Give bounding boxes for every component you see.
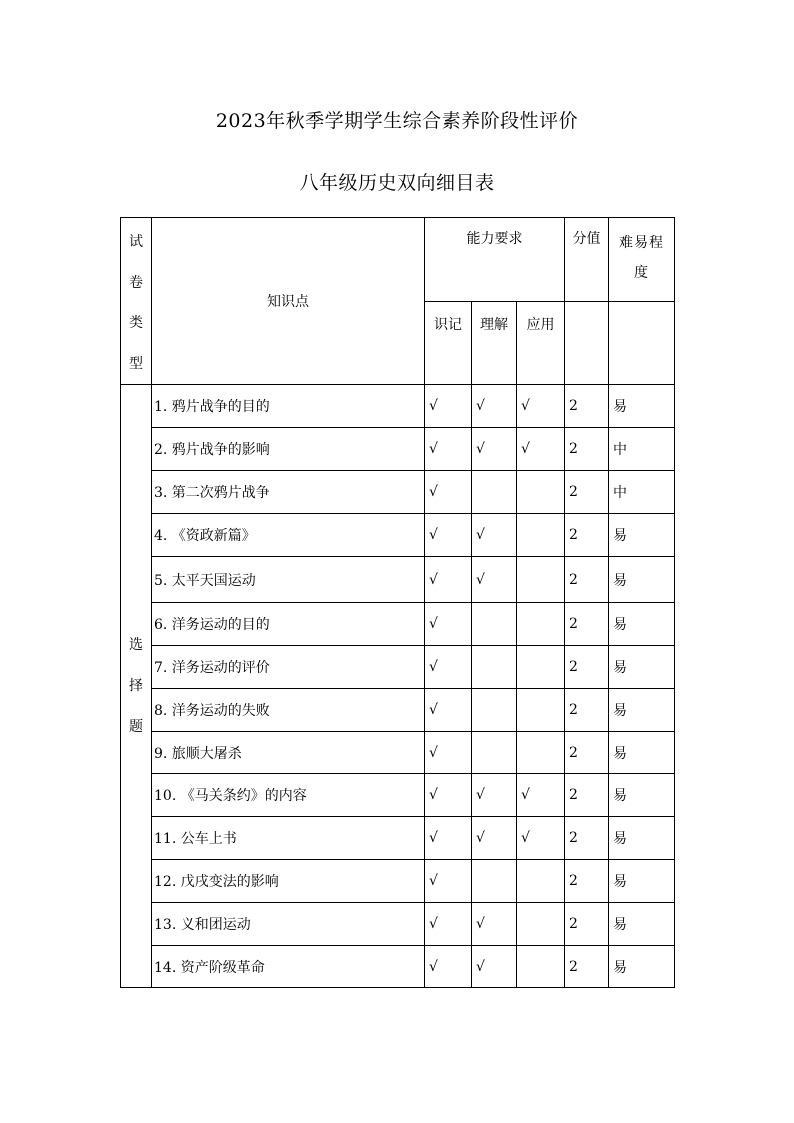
difficulty-cell: 易: [609, 603, 675, 646]
document-title: 2023年秋季学期学生综合素养阶段性评价: [215, 110, 579, 132]
score-cell: 2: [565, 514, 609, 557]
table-row: [121, 946, 675, 988]
understand-check: √: [472, 428, 517, 471]
score-cell: 2: [565, 646, 609, 689]
topic-cell: 4. 《资政新篇》: [152, 514, 425, 557]
recall-check: √: [425, 860, 472, 903]
difficulty-cell: 易: [609, 774, 675, 817]
table-row: [121, 732, 675, 774]
apply-check: [517, 603, 565, 646]
table-row: [121, 689, 675, 732]
recall-check: √: [425, 471, 472, 514]
difficulty-cell: 中: [609, 471, 675, 514]
recall-check: √: [425, 903, 472, 946]
header-difficulty: [609, 218, 675, 302]
topic-cell: 12. 戊戌变法的影响: [152, 860, 425, 903]
header-score-empty: [565, 302, 609, 385]
recall-check: √: [425, 817, 472, 860]
header-ability: [425, 218, 565, 302]
apply-check: [517, 689, 565, 732]
topic-cell: 1. 鸦片战争的目的: [152, 385, 425, 428]
header-difficulty-empty: [609, 302, 675, 385]
difficulty-cell: 易: [609, 946, 675, 988]
topic-cell: 5. 太平天国运动: [152, 557, 425, 603]
difficulty-cell: 易: [609, 385, 675, 428]
topic-cell: 3. 第二次鸦片战争: [152, 471, 425, 514]
difficulty-cell: 易: [609, 514, 675, 557]
header-apply: [517, 302, 565, 385]
apply-check: [517, 903, 565, 946]
header-knowledge-point: [152, 218, 425, 385]
understand-check: [472, 646, 517, 689]
header-recall-text: 识记: [434, 317, 462, 334]
topic-cell: 14. 资产阶级革命: [152, 946, 425, 988]
section-label: 选择题: [129, 637, 143, 735]
score-cell: 2: [565, 385, 609, 428]
table-row: [121, 603, 675, 646]
difficulty-cell: 易: [609, 732, 675, 774]
table-row: [121, 646, 675, 689]
apply-check: √: [517, 428, 565, 471]
apply-check: [517, 732, 565, 774]
recall-check: √: [425, 428, 472, 471]
table-row: [121, 557, 675, 603]
score-cell: 2: [565, 774, 609, 817]
score-cell: 2: [565, 860, 609, 903]
difficulty-cell: 易: [609, 646, 675, 689]
understand-check: [472, 471, 517, 514]
understand-check: √: [472, 903, 517, 946]
apply-check: √: [517, 817, 565, 860]
table-row: [121, 428, 675, 471]
recall-check: √: [425, 514, 472, 557]
header-paper-type-text: 试卷类型: [129, 234, 143, 372]
understand-check: [472, 689, 517, 732]
difficulty-cell: 易: [609, 557, 675, 603]
difficulty-cell: 易: [609, 689, 675, 732]
score-cell: 2: [565, 428, 609, 471]
topic-cell: 2. 鸦片战争的影响: [152, 428, 425, 471]
apply-check: √: [517, 774, 565, 817]
apply-check: [517, 557, 565, 603]
score-cell: 2: [565, 689, 609, 732]
score-cell: 2: [565, 557, 609, 603]
header-understand: [472, 302, 517, 385]
difficulty-cell: 易: [609, 903, 675, 946]
header-ability-text: 能力要求: [466, 231, 523, 247]
spec-table: [120, 217, 675, 988]
score-cell: 2: [565, 603, 609, 646]
table-row: [121, 817, 675, 860]
recall-check: √: [425, 646, 472, 689]
understand-check: [472, 732, 517, 774]
apply-check: √: [517, 385, 565, 428]
difficulty-cell: 易: [609, 817, 675, 860]
apply-check: [517, 471, 565, 514]
apply-check: [517, 646, 565, 689]
header-paper-type: [121, 218, 152, 385]
recall-check: √: [425, 557, 472, 603]
table-row: [121, 514, 675, 557]
recall-check: √: [425, 603, 472, 646]
understand-check: √: [472, 557, 517, 603]
topic-cell: 9. 旅顺大屠杀: [152, 732, 425, 774]
header-knowledge-point-text: 知识点: [267, 294, 309, 311]
recall-check: √: [425, 689, 472, 732]
understand-check: [472, 860, 517, 903]
score-cell: 2: [565, 903, 609, 946]
recall-check: √: [425, 774, 472, 817]
score-cell: 2: [565, 817, 609, 860]
apply-check: [517, 946, 565, 988]
table-title: 八年级历史双向细目表: [299, 172, 495, 194]
understand-check: √: [472, 774, 517, 817]
score-cell: 2: [565, 471, 609, 514]
apply-check: [517, 514, 565, 557]
score-cell: 2: [565, 946, 609, 988]
understand-check: √: [472, 514, 517, 557]
section-cell: [121, 385, 152, 988]
header-score: [565, 218, 609, 302]
understand-check: [472, 603, 517, 646]
understand-check: √: [472, 385, 517, 428]
topic-cell: 11. 公车上书: [152, 817, 425, 860]
recall-check: √: [425, 385, 472, 428]
understand-check: √: [472, 817, 517, 860]
difficulty-cell: 中: [609, 428, 675, 471]
topic-cell: 8. 洋务运动的失败: [152, 689, 425, 732]
recall-check: √: [425, 946, 472, 988]
header-understand-text: 理解: [480, 317, 508, 334]
understand-check: √: [472, 946, 517, 988]
table-row: [121, 385, 675, 428]
topic-cell: 13. 义和团运动: [152, 903, 425, 946]
difficulty-cell: 易: [609, 860, 675, 903]
header-score-text: 分值: [572, 231, 601, 247]
table-row: [121, 774, 675, 817]
header-recall: [425, 302, 472, 385]
table-row: [121, 860, 675, 903]
header-apply-text: 应用: [526, 317, 555, 334]
header-difficulty-text: 难易程度: [619, 235, 664, 281]
topic-cell: 6. 洋务运动的目的: [152, 603, 425, 646]
table-row: [121, 903, 675, 946]
recall-check: √: [425, 732, 472, 774]
apply-check: [517, 860, 565, 903]
table-row: [121, 471, 675, 514]
topic-cell: 10. 《马关条约》的内容: [152, 774, 425, 817]
score-cell: 2: [565, 732, 609, 774]
topic-cell: 7. 洋务运动的评价: [152, 646, 425, 689]
